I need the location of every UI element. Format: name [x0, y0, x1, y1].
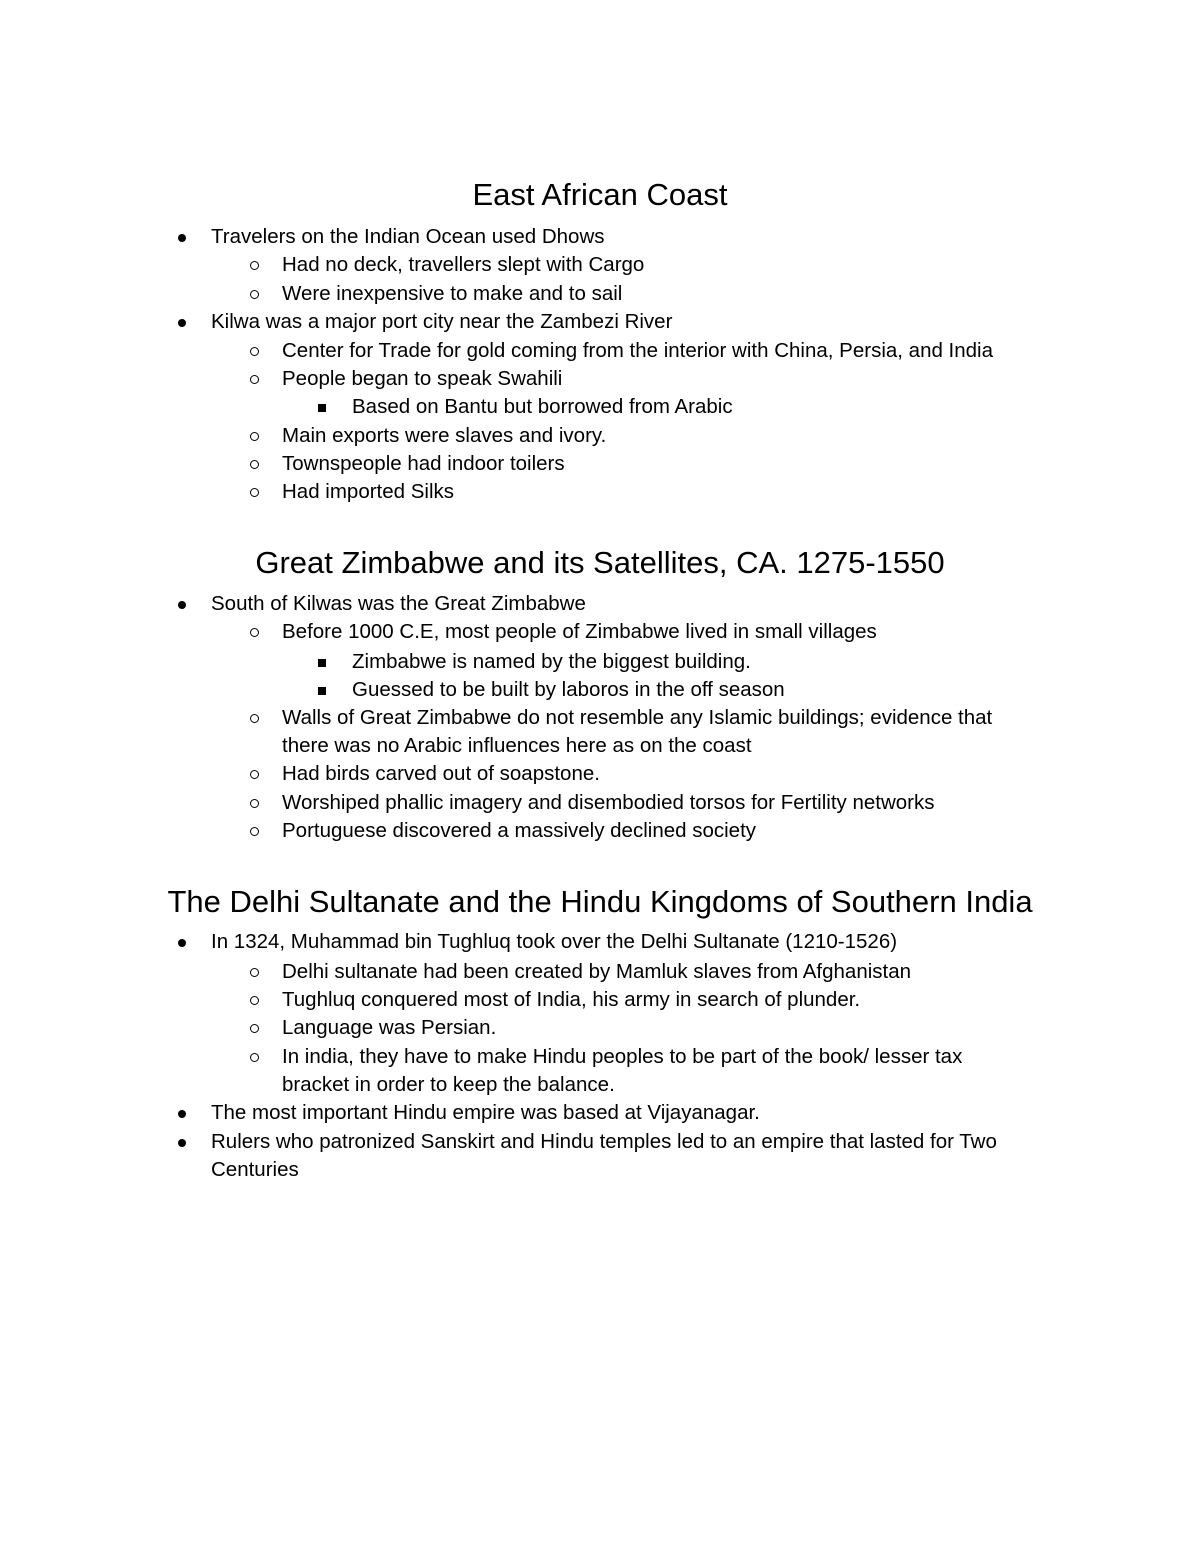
bullet-circle-icon [250, 996, 259, 1005]
bullet-dot-icon [178, 1139, 186, 1147]
list-item: Had no deck, travellers slept with Cargo [282, 251, 644, 279]
bullet-dot-icon [178, 319, 186, 327]
list-item: Language was Persian. [282, 1014, 496, 1042]
list-item: In 1324, Muhammad bin Tughluq took over the Delhi Sultanate (1210-1526) [211, 928, 897, 956]
list-item: Center for Trade for gold coming from the interior with China, Persia, and India [282, 337, 993, 365]
list-item: Townspeople had indoor toilers [282, 450, 565, 478]
bullet-square-icon [318, 659, 326, 667]
bullet-circle-icon [250, 488, 259, 497]
list-item: Were inexpensive to make and to sail [282, 280, 622, 308]
list-item: In india, they have to make Hindu peoples to be part of the book/ lesser tax [282, 1043, 962, 1071]
list-item: Before 1000 C.E, most people of Zimbabwe lived in small villages [282, 618, 877, 646]
bullet-circle-icon [250, 290, 259, 299]
list-item: People began to speak Swahili [282, 365, 562, 393]
list-item: Guessed to be built by laboros in the off season [352, 676, 785, 704]
list-item: South of Kilwas was the Great Zimbabwe [211, 590, 586, 618]
list-item: Zimbabwe is named by the biggest building. [352, 648, 751, 676]
bullet-circle-icon [250, 968, 259, 977]
bullet-circle-icon [250, 714, 259, 723]
list-item: Tughluq conquered most of India, his army in search of plunder. [282, 986, 860, 1014]
bullet-circle-icon [250, 347, 259, 356]
list-item: Delhi sultanate had been created by Mamluk slaves from Afghanistan [282, 958, 911, 986]
bullet-square-icon [318, 404, 326, 412]
list-item: Main exports were slaves and ivory. [282, 422, 606, 450]
list-item: Had birds carved out of soapstone. [282, 760, 600, 788]
list-item: Rulers who patronized Sanskirt and Hindu temples led to an empire that lasted for Two [211, 1128, 997, 1156]
bullet-circle-icon [250, 432, 259, 441]
bullet-dot-icon [178, 1110, 186, 1118]
bullet-circle-icon [250, 460, 259, 469]
list-item-continuation: there was no Arabic influences here as on the coast [282, 734, 752, 757]
list-item: Based on Bantu but borrowed from Arabic [352, 393, 733, 421]
bullet-square-icon [318, 687, 326, 695]
bullet-circle-icon [250, 375, 259, 384]
bullet-circle-icon [250, 1024, 259, 1033]
bullet-circle-icon [250, 628, 259, 637]
list-item: Portuguese discovered a massively declined society [282, 817, 756, 845]
bullet-circle-icon [250, 827, 259, 836]
section-title-delhi-sultanate: The Delhi Sultanate and the Hindu Kingdoms of Southern India [167, 884, 1033, 919]
bullet-dot-icon [178, 234, 186, 242]
bullet-circle-icon [250, 799, 259, 808]
list-item-continuation: Centuries [211, 1158, 299, 1181]
list-item: Kilwa was a major port city near the Zambezi River [211, 308, 672, 336]
section-title-great-zimbabwe: Great Zimbabwe and its Satellites, CA. 1275-1550 [255, 545, 945, 580]
list-item: The most important Hindu empire was based at Vijayanagar. [211, 1099, 760, 1127]
list-item: Worshiped phallic imagery and disembodied torsos for Fertility networks [282, 789, 935, 817]
list-item-continuation: bracket in order to keep the balance. [282, 1073, 615, 1096]
bullet-circle-icon [250, 261, 259, 270]
bullet-circle-icon [250, 1053, 259, 1062]
bullet-dot-icon [178, 939, 186, 947]
section-title-east-african-coast: East African Coast [472, 177, 728, 212]
list-item: Travelers on the Indian Ocean used Dhows [211, 223, 605, 251]
list-item: Had imported Silks [282, 478, 454, 506]
list-item: Walls of Great Zimbabwe do not resemble any Islamic buildings; evidence that [282, 704, 992, 732]
bullet-circle-icon [250, 770, 259, 779]
bullet-dot-icon [178, 601, 186, 609]
